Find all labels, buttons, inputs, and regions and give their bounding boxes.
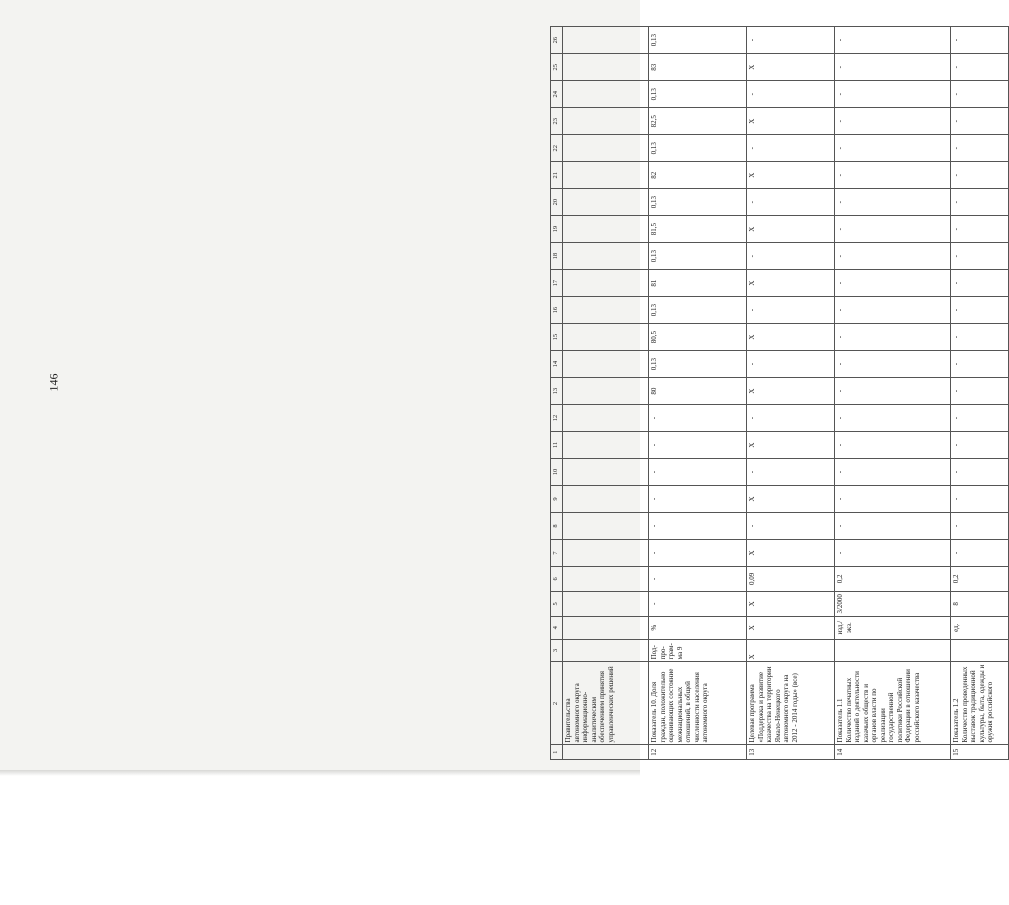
table-cell: 80,5 <box>649 324 747 351</box>
table-cell: 0,13 <box>649 135 747 162</box>
table-cell: - <box>649 539 747 566</box>
table-cell: - <box>835 297 951 324</box>
table-cell <box>563 639 649 662</box>
table-cell <box>563 405 649 432</box>
table-cell: 12 <box>649 745 747 760</box>
table-cell: - <box>747 351 835 378</box>
table-cell <box>563 189 649 216</box>
table-cell <box>563 270 649 297</box>
table-cell: Под-про-грам-ма 9 <box>649 639 747 662</box>
table-cell: - <box>835 162 951 189</box>
header-cell: 9 <box>551 486 563 513</box>
table-cell: - <box>951 486 1009 513</box>
table-cell <box>563 351 649 378</box>
table-cell <box>835 639 951 662</box>
header-row <box>551 27 563 760</box>
header-cell: 5 <box>551 591 563 616</box>
header-cell: 22 <box>551 135 563 162</box>
table-cell: Х <box>747 639 835 662</box>
table-cell: - <box>951 81 1009 108</box>
header-cell: 13 <box>551 378 563 405</box>
table-cell <box>563 378 649 405</box>
table-cell <box>563 54 649 81</box>
header-cell: 17 <box>551 270 563 297</box>
table-cell: - <box>951 512 1009 539</box>
table-cell: - <box>835 243 951 270</box>
table-cell: Х <box>747 216 835 243</box>
header-cell: 21 <box>551 162 563 189</box>
table-cell: - <box>649 591 747 616</box>
table-cell <box>563 512 649 539</box>
table-cell: - <box>747 243 835 270</box>
table-cell: - <box>649 405 747 432</box>
table-cell <box>951 639 1009 662</box>
table-cell: Х <box>747 616 835 639</box>
table-cell: - <box>747 27 835 54</box>
table-row <box>951 27 1009 760</box>
table-cell: - <box>835 135 951 162</box>
table-cell: 0,13 <box>649 297 747 324</box>
header-cell: 10 <box>551 459 563 486</box>
table-cell: - <box>835 270 951 297</box>
table-cell: 0,2 <box>951 566 1009 591</box>
table-cell: - <box>835 108 951 135</box>
table-cell <box>563 459 649 486</box>
header-cell: 25 <box>551 54 563 81</box>
header-cell: 4 <box>551 616 563 639</box>
table-cell: Х <box>747 108 835 135</box>
table-cell <box>563 135 649 162</box>
table-cell: - <box>747 81 835 108</box>
table-cell: 82,5 <box>649 108 747 135</box>
table-cell: 82 <box>649 162 747 189</box>
row-description-cell: Показатель 1.1 Количество печатных изданий о деятельности казачьих обществ и органов власти по реализации государственной политики Российской Федерации в отношении российского казачества <box>835 662 951 745</box>
header-cell: 18 <box>551 243 563 270</box>
table-cell: - <box>951 324 1009 351</box>
table-cell: - <box>835 351 951 378</box>
table-cell: 0,13 <box>649 189 747 216</box>
table-cell <box>563 539 649 566</box>
table-cell: Х <box>747 54 835 81</box>
header-cell: 3 <box>551 639 563 662</box>
row-description-cell: Показатель 1.2 Количество проведенных выставок традиционной культуры, быта, одежды и оружия российского <box>951 662 1009 745</box>
table-cell: - <box>951 459 1009 486</box>
header-cell: 1 <box>551 745 563 760</box>
table-cell: - <box>951 27 1009 54</box>
table-cell: 13 <box>747 745 835 760</box>
table-cell: - <box>649 512 747 539</box>
data-table <box>550 26 1009 760</box>
table-row <box>649 27 747 760</box>
table-cell: 0,13 <box>649 351 747 378</box>
table-cell: - <box>951 54 1009 81</box>
header-cell: 2 <box>551 662 563 745</box>
table-cell <box>563 591 649 616</box>
table-cell: - <box>747 512 835 539</box>
table-cell: - <box>951 216 1009 243</box>
header-cell: 24 <box>551 81 563 108</box>
table-cell: 80 <box>649 378 747 405</box>
table-cell: - <box>649 486 747 513</box>
table-cell: Х <box>747 591 835 616</box>
table-cell: 83 <box>649 54 747 81</box>
table-cell <box>563 27 649 54</box>
table-cell: 0,13 <box>649 243 747 270</box>
table-cell: - <box>835 27 951 54</box>
table-cell: 14 <box>835 745 951 760</box>
header-cell: 6 <box>551 566 563 591</box>
table-cell <box>563 486 649 513</box>
table-cell: - <box>835 189 951 216</box>
table-cell: - <box>951 297 1009 324</box>
table-cell: - <box>835 378 951 405</box>
table-cell: Х <box>747 432 835 459</box>
table-cell: - <box>835 81 951 108</box>
table-cell: - <box>835 512 951 539</box>
table-cell: 0,2 <box>835 566 951 591</box>
header-cell: 15 <box>551 324 563 351</box>
table-cell: - <box>951 108 1009 135</box>
row-description-cell: Правительства автономного округа информационно-аналитическим обеспечением принятия управленческих решений <box>563 662 649 745</box>
header-cell: 19 <box>551 216 563 243</box>
table-cell <box>563 108 649 135</box>
table-cell: 81,5 <box>649 216 747 243</box>
table-cell: 3/2000 <box>835 591 951 616</box>
table-cell: - <box>835 459 951 486</box>
table-cell <box>563 566 649 591</box>
row-description-cell: Целевая программа «Поддержка и развитие казачества на территории Ямало-Ненецкого автономного округа на 2012 - 2014 годы» (все) <box>747 662 835 745</box>
table-cell: - <box>747 405 835 432</box>
scan-edge <box>0 770 640 776</box>
table-cell: - <box>835 216 951 243</box>
table-cell: - <box>951 243 1009 270</box>
header-cell: 8 <box>551 512 563 539</box>
header-cell: 23 <box>551 108 563 135</box>
table-cell: Х <box>747 324 835 351</box>
table-cell: - <box>649 566 747 591</box>
table-cell: - <box>835 432 951 459</box>
table-cell: - <box>951 432 1009 459</box>
table-cell: - <box>835 324 951 351</box>
header-cell: 20 <box>551 189 563 216</box>
table-cell: - <box>747 135 835 162</box>
table-cell: - <box>747 189 835 216</box>
header-cell: 12 <box>551 405 563 432</box>
header-cell: 16 <box>551 297 563 324</box>
table-cell: Х <box>747 378 835 405</box>
row-description-cell: Показатель 10. Доля граждан, положительно оценивающих состояние межнациональных отношений, в общей численности населения автономного округа <box>649 662 747 745</box>
page-number: 146 <box>46 373 61 392</box>
table-cell: 0,09 <box>747 566 835 591</box>
table-cell: Х <box>747 539 835 566</box>
table-cell: 0,13 <box>649 81 747 108</box>
table-cell: - <box>951 351 1009 378</box>
table-cell <box>563 243 649 270</box>
table-cell: - <box>951 378 1009 405</box>
table-cell <box>563 432 649 459</box>
table-cell: Х <box>747 486 835 513</box>
table-row <box>747 27 835 760</box>
table-cell: - <box>951 189 1009 216</box>
table-cell <box>563 216 649 243</box>
table-cell: - <box>649 459 747 486</box>
table-cell: % <box>649 616 747 639</box>
header-cell: 11 <box>551 432 563 459</box>
table-cell: - <box>835 405 951 432</box>
table-cell: - <box>835 54 951 81</box>
table-row <box>835 27 951 760</box>
table-cell: 0,13 <box>649 27 747 54</box>
header-cell: 7 <box>551 539 563 566</box>
table-row <box>563 27 649 760</box>
table-cell: ед. <box>951 616 1009 639</box>
table-cell: - <box>835 486 951 513</box>
header-cell: 14 <box>551 351 563 378</box>
table-cell: - <box>951 270 1009 297</box>
table-cell <box>563 616 649 639</box>
table-cell: - <box>951 539 1009 566</box>
table-cell <box>563 745 649 760</box>
table-cell: 15 <box>951 745 1009 760</box>
table-cell <box>563 324 649 351</box>
table-cell: изд./экз. <box>835 616 951 639</box>
table-cell: 81 <box>649 270 747 297</box>
header-cell: 26 <box>551 27 563 54</box>
table-cell: - <box>951 162 1009 189</box>
table-cell <box>563 81 649 108</box>
table-cell <box>563 162 649 189</box>
table-cell: - <box>835 539 951 566</box>
table-cell: Х <box>747 270 835 297</box>
table-cell: - <box>951 135 1009 162</box>
table-cell: Х <box>747 162 835 189</box>
table-cell: - <box>747 297 835 324</box>
table-cell: - <box>747 459 835 486</box>
table-cell <box>563 297 649 324</box>
rotated-table-wrapper <box>550 0 1004 756</box>
table-cell: - <box>951 405 1009 432</box>
table-cell: 8 <box>951 591 1009 616</box>
table-cell: - <box>649 432 747 459</box>
